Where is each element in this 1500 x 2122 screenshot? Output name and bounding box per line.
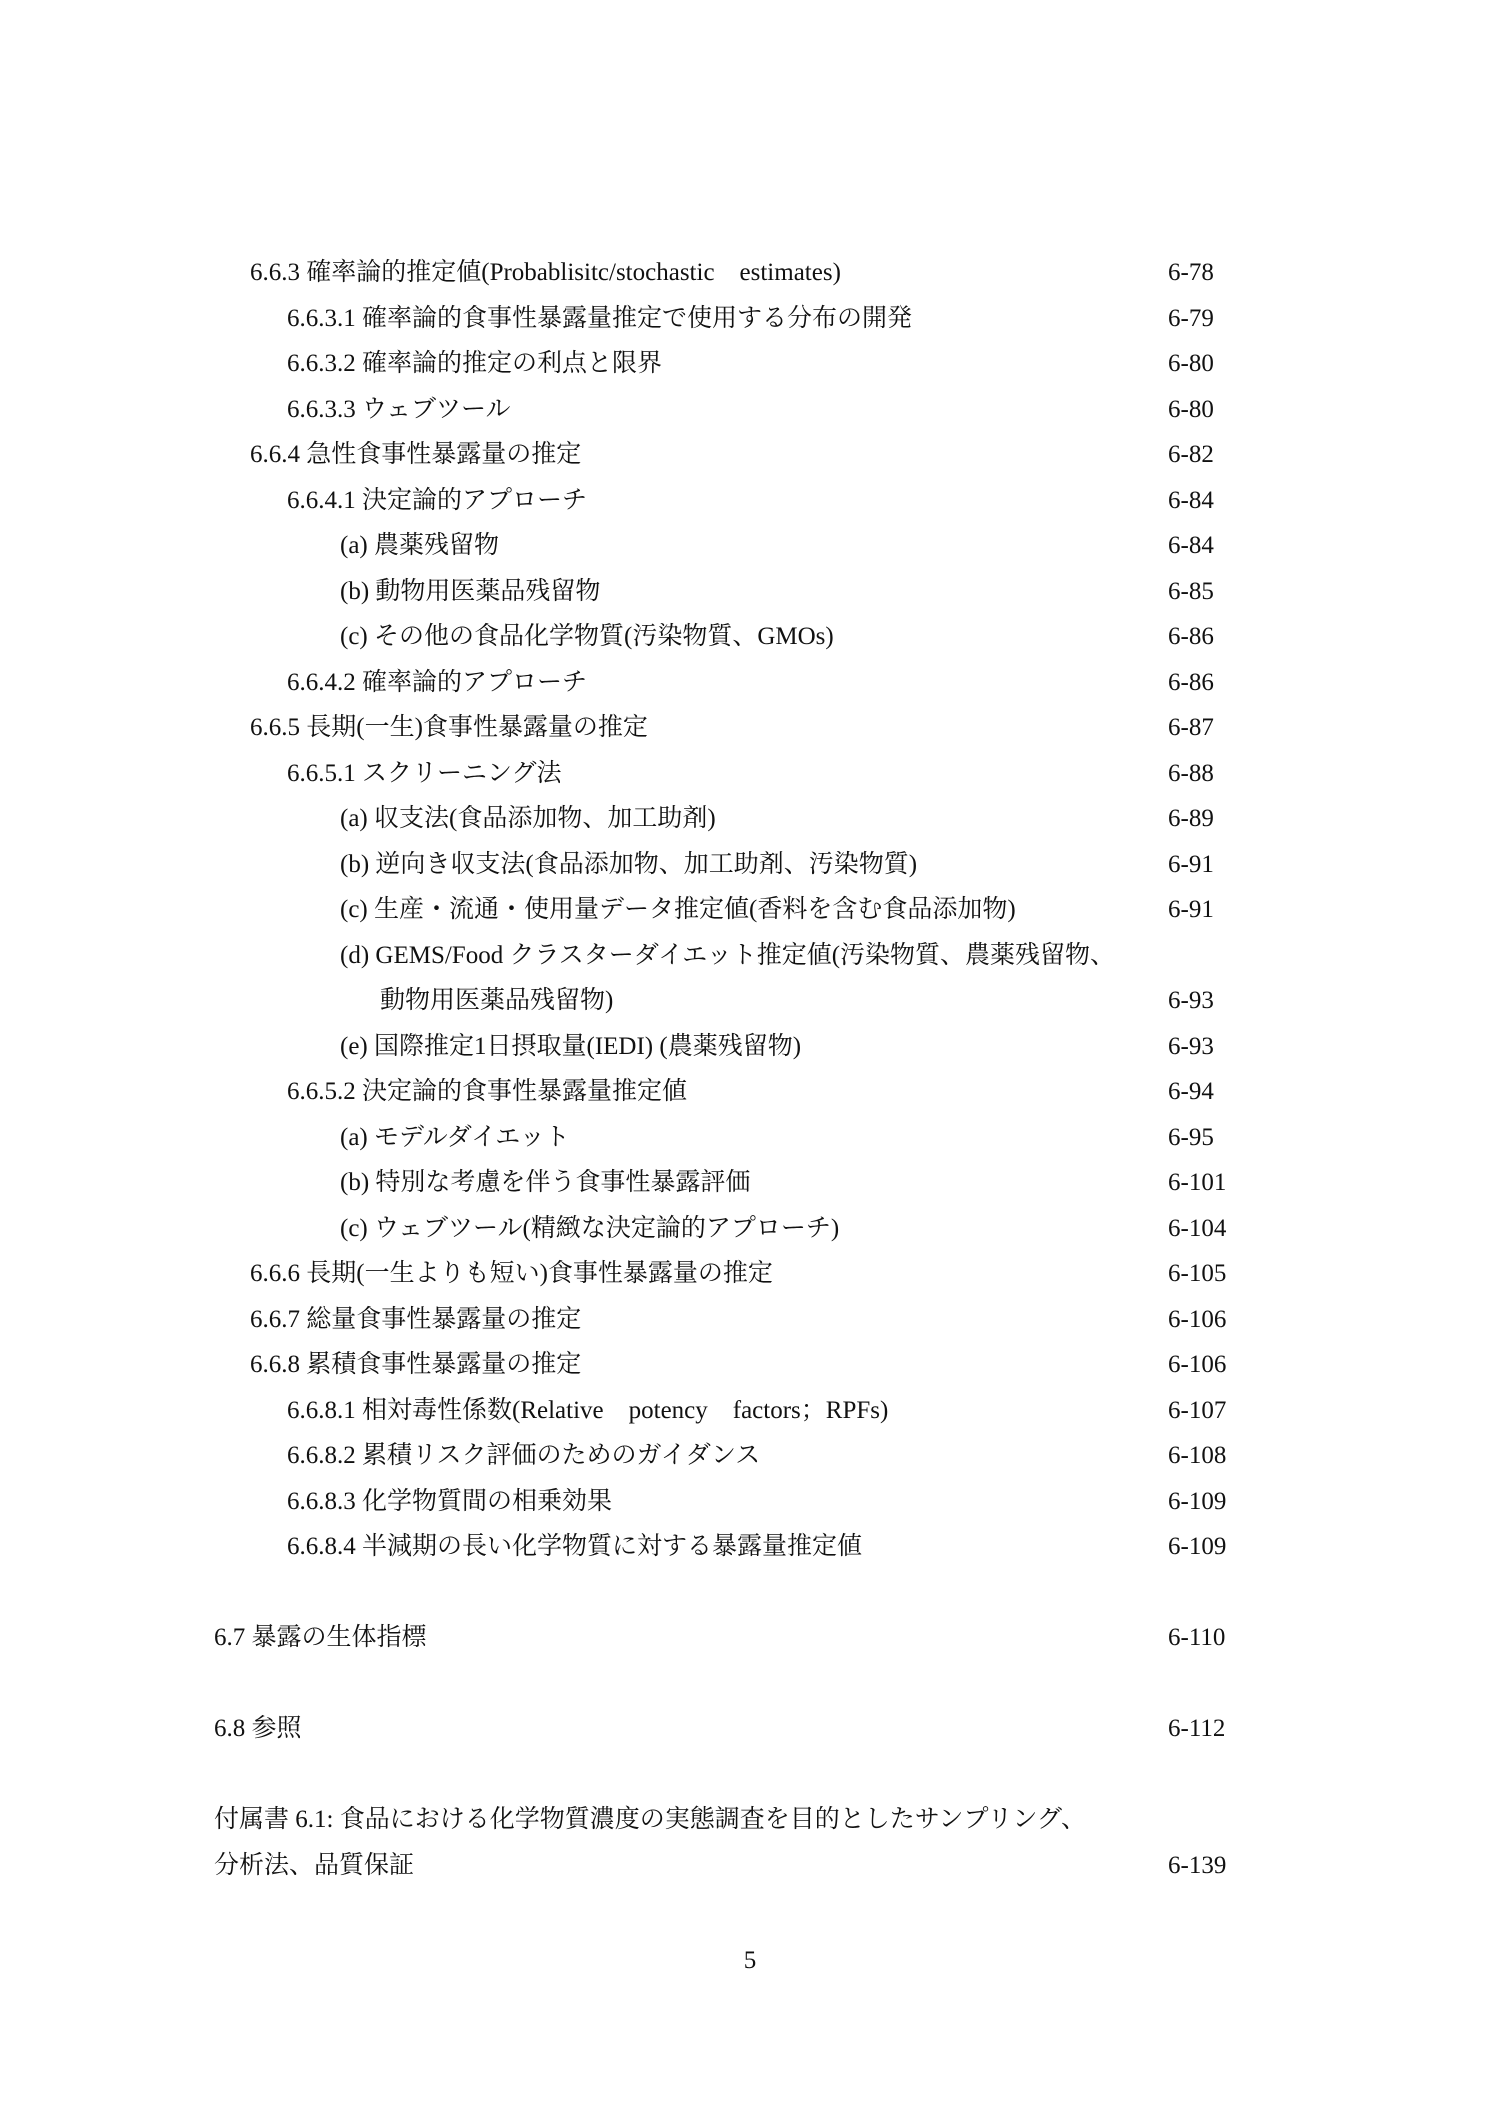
toc-entry-label: 6.6.8 累積食事性暴露量の推定 [250,1351,582,1378]
toc-entry-page: 6-91 [1168,850,1214,878]
toc-entry [0,250,1500,296]
toc-entry [0,387,1500,433]
toc-entry-page: 6-106 [1168,1305,1227,1333]
toc-entry-label: (b) 特別な考慮を伴う食事性暴露評価 [340,1169,751,1196]
toc-entry [0,660,1500,706]
toc-entry-page: 6-93 [1168,987,1214,1014]
toc-entry-page: 6-91 [1168,896,1214,923]
toc-entry-label: 6.6.4 急性食事性暴露量の推定 [250,441,582,468]
page-number: 5 [743,1947,757,1974]
toc-entry-page: 6-88 [1168,759,1214,787]
toc-entry-label: 6.6.4.2 確率論的アプローチ [287,668,588,696]
toc-entry [0,1342,1500,1388]
toc-entry-page: 6-106 [1168,1351,1227,1378]
toc-entry-label: 6.6.5.2 決定論的食事性暴露量推定値 [287,1078,688,1105]
toc-entry-page: 6-95 [1168,1123,1214,1151]
toc-entry-label: (c) ウェブツール(精緻な決定論的アプローチ) [340,1214,840,1242]
section-spacer [0,1570,1500,1616]
toc-entry-page: 6-87 [1168,714,1214,741]
toc-entry [0,296,1500,342]
toc-entry-label: 6.6.3.2 確率論的推定の利点と限界 [287,350,663,377]
table-of-contents [0,250,1500,1888]
toc-entry-continuation [0,1843,1500,1889]
toc-entry [0,933,1500,979]
toc-entry-page: 6-85 [1168,577,1214,605]
toc-entry-label: 6.6.8.1 相対毒性係数(Relative potency factors；RPFs) [287,1396,889,1424]
toc-entry-page: 6-93 [1168,1032,1214,1060]
toc-entry-continuation [0,978,1500,1024]
toc-entry [0,1024,1500,1070]
toc-entry [0,1115,1500,1161]
toc-entry-label: 6.6.3.3 ウェブツール [287,395,511,423]
toc-entry [0,705,1500,751]
toc-entry-label: 6.6.6 長期(一生よりも短い)食事性暴露量の推定 [250,1260,773,1287]
toc-entry-label: 動物用医薬品残留物) [380,987,614,1014]
toc-entry-page: 6-86 [1168,623,1214,650]
section-spacer [0,1752,1500,1798]
toc-entry-label: (c) 生産・流通・使用量データ推定値(香料を含む食品添加物) [340,896,1016,923]
toc-entry-page: 6-78 [1168,259,1214,286]
toc-entry-page: 6-101 [1168,1169,1227,1196]
toc-entry-label: 6.8 参照 [214,1715,302,1742]
toc-entry [0,1160,1500,1206]
toc-entry-label: 6.6.5 長期(一生)食事性暴露量の推定 [250,714,648,741]
toc-entry [0,842,1500,888]
toc-entry [0,1069,1500,1115]
toc-entry [0,1433,1500,1479]
toc-entry-label: (d) GEMS/Food クラスターダイエット推定値(汚染物質、農薬残留物、 [340,941,1116,969]
toc-entry [0,478,1500,524]
toc-entry-label: (c) その他の食品化学物質(汚染物質、GMOs) [340,623,834,650]
toc-entry-label: (a) 収支法(食品添加物、加工助剤) [340,805,716,832]
toc-entry-label: 6.6.3 確率論的推定値(Probablisitc/stochastic estimates) [250,259,841,286]
toc-entry-label: (b) 逆向き収支法(食品添加物、加工助剤、汚染物質) [340,850,918,878]
toc-entry-page: 6-80 [1168,350,1214,377]
toc-entry [0,1206,1500,1252]
toc-entry-label: 6.7 暴露の生体指標 [214,1624,427,1651]
toc-entry [0,1615,1500,1661]
toc-entry [0,751,1500,797]
toc-entry-page: 6-109 [1168,1487,1227,1515]
toc-entry-page: 6-105 [1168,1260,1227,1287]
toc-entry-page: 6-108 [1168,1442,1227,1469]
toc-entry-page: 6-84 [1168,486,1214,514]
toc-entry-page: 6-80 [1168,395,1214,423]
toc-entry-label: (a) モデルダイエット [340,1123,570,1151]
toc-entry [0,1251,1500,1297]
toc-entry-label: 分析法、品質保証 [214,1851,415,1879]
toc-entry-page: 6-94 [1168,1078,1214,1105]
toc-entry-label: (a) 農薬残留物 [340,532,499,559]
toc-entry [0,523,1500,569]
toc-entry [0,887,1500,933]
toc-entry-label: 付属書 6.1: 食品における化学物質濃度の実態調査を目的としたサンプリング、 [214,1806,1086,1833]
toc-entry-page: 6-86 [1168,668,1214,696]
toc-entry-page: 6-107 [1168,1396,1227,1424]
toc-entry-page: 6-109 [1168,1533,1227,1560]
toc-entry [0,569,1500,615]
toc-entry-label: (e) 国際推定1日摂取量(IEDI) (農薬残留物) [340,1032,802,1060]
section-spacer [0,1661,1500,1707]
toc-entry-label: 6.6.8.3 化学物質間の相乗効果 [287,1487,613,1515]
toc-entry [0,1706,1500,1752]
toc-entry-label: (b) 動物用医薬品残留物 [340,577,601,605]
toc-entry-page: 6-84 [1168,532,1214,559]
toc-entry [0,1524,1500,1570]
toc-entry-label: 6.6.8.2 累積リスク評価のためのガイダンス [287,1442,761,1469]
toc-entry [0,1797,1500,1843]
toc-entry-page: 6-79 [1168,304,1214,332]
toc-entry [0,1479,1500,1525]
toc-entry-page: 6-139 [1168,1851,1227,1879]
toc-entry [0,341,1500,387]
toc-entry-label: 6.6.7 総量食事性暴露量の推定 [250,1305,582,1333]
toc-entry [0,432,1500,478]
toc-entry-label: 6.6.3.1 確率論的食事性暴露量推定で使用する分布の開発 [287,304,913,332]
toc-entry-label: 6.6.8.4 半減期の長い化学物質に対する暴露量推定値 [287,1533,863,1560]
toc-entry-page: 6-112 [1168,1715,1226,1742]
toc-entry [0,796,1500,842]
toc-entry-label: 6.6.4.1 決定論的アプローチ [287,486,588,514]
toc-entry-page: 6-110 [1168,1624,1226,1651]
toc-entry [0,1388,1500,1434]
toc-entry [0,614,1500,660]
toc-entry [0,1297,1500,1343]
toc-entry-page: 6-104 [1168,1214,1227,1242]
toc-entry-page: 6-82 [1168,441,1214,468]
toc-entry-page: 6-89 [1168,805,1214,832]
toc-entry-label: 6.6.5.1 スクリーニング法 [287,759,562,787]
